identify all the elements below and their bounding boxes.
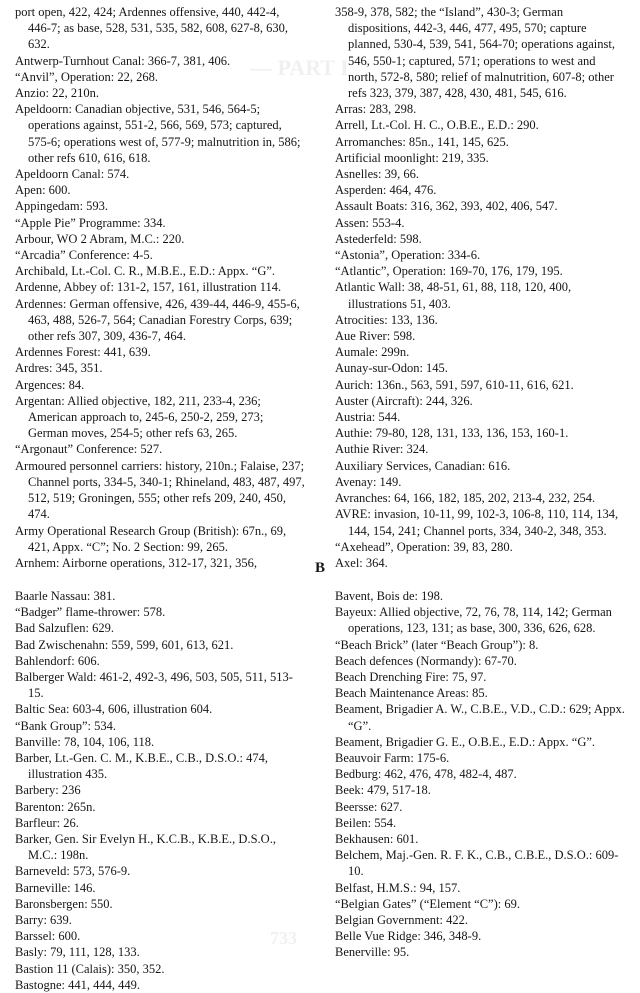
index-entry: “Belgian Gates” (“Element “C”): 69. (335, 896, 520, 911)
index-entry: Bayeux: Allied objective, 72, 76, 78, 114, 142; German operations, 123, 131; as base, 300, 336, 626, 628. (335, 605, 612, 636)
index-entry: Argentan: Allied objective, 182, 211, 233-4, 236; American approach to, 245-6, 250-2, 259, 273; German moves, 254-5; other refs 63, 265. (15, 393, 264, 441)
show-through-title: — PART I (250, 55, 349, 80)
index-entry: Auster (Aircraft): 244, 326. (335, 393, 473, 408)
index-entry: Barber, Lt.-Gen. C. M., K.B.E., C.B., D.S.O.: 474, illustration 435. (15, 751, 268, 782)
index-entry: Belchem, Maj.-Gen. R. F. K., C.B., C.B.E., D.S.O.: 609-10. (335, 848, 619, 879)
index-entry: “Arcadia” Conference: 4-5. (15, 248, 153, 263)
index-entry: Axel: 364. (335, 555, 388, 570)
index-entry: Asnelles: 39, 66. (335, 167, 420, 182)
index-entry: Beament, Brigadier A. W., C.B.E., V.D., C.D.: 629; Appx. “G”. (335, 702, 625, 733)
index-entry: Assen: 553-4. (335, 215, 405, 230)
index-entry: Ardres: 345, 351. (15, 361, 103, 376)
index-entry: Belgian Government: 422. (335, 913, 468, 928)
index-entry: Authie: 79-80, 128, 131, 133, 136, 153, 160-1. (335, 426, 569, 441)
index-entry: Bahlendorf: 606. (15, 653, 100, 668)
index-entry: Armoured personnel carriers: history, 210n.; Falaise, 237; Channel ports, 334-5, 340-1; Rhineland, 483, 487, 497, 512, 519; Groningen, 555; other refs 209, 240, 450, 474. (15, 458, 305, 522)
index-entry: Appingedam: 593. (15, 199, 109, 214)
index-entry: Ardenne, Abbey of: 131-2, 157, 161, illustration 114. (15, 280, 282, 295)
index-entry: Aunay-sur-Odon: 145. (335, 361, 448, 376)
index-entry: Apeldoorn Canal: 574. (15, 167, 130, 182)
index-entry: “Axehead”, Operation: 39, 83, 280. (335, 539, 513, 554)
index-entry: Bastion 11 (Calais): 350, 352. (15, 961, 165, 976)
index-entry: Banville: 78, 104, 106, 118. (15, 734, 155, 749)
index-entry: Barbery: 236 (15, 783, 81, 798)
index-entry: Beach defences (Normandy): 67-70. (335, 653, 517, 668)
index-entry: Auxiliary Services, Canadian: 616. (335, 458, 511, 473)
index-entry: Barneveld: 573, 576-9. (15, 864, 131, 879)
index-entry: Beersse: 627. (335, 799, 403, 814)
index-entry: Belfast, H.M.S.: 94, 157. (335, 880, 461, 895)
index-entry: Apeldoorn: Canadian objective, 531, 546, 564-5; operations against, 551-2, 566, 569, 573; captured, 575-6; operations west of, 577-9; malnutrition in, 586; other refs 610, 616, 618. (15, 102, 301, 165)
index-column-a-right (335, 4, 625, 571)
index-entry: Avranches: 64, 166, 182, 185, 202, 213-4, 232, 254. (335, 491, 596, 506)
index-entry: Anzio: 22, 210n. (15, 86, 100, 101)
index-entry: Bad Zwischenahn: 559, 599, 601, 613, 621. (15, 637, 234, 652)
index-entry: Baronsbergen: 550. (15, 896, 113, 911)
index-entry: Assault Boats: 316, 362, 393, 402, 406, 547. (335, 199, 558, 214)
index-entry: Baltic Sea: 603-4, 606, illustration 604. (15, 702, 213, 717)
index-entry: Archibald, Lt.-Col. C. R., M.B.E., E.D.: Appx. “G”. (15, 264, 276, 279)
index-entry: Austria: 544. (335, 410, 401, 425)
index-entry: “Atlantic”, Operation: 169-70, 176, 179, 195. (335, 264, 563, 279)
index-entry: Balberger Wald: 461-2, 492-3, 496, 503, 505, 511, 513-15. (15, 670, 293, 701)
index-column-a-left (15, 4, 305, 571)
index-entry: Avenay: 149. (335, 474, 402, 489)
index-entry: Artificial moonlight: 219, 335. (335, 150, 489, 165)
index-entry: Benerville: 95. (335, 945, 410, 960)
index-entry: Basly: 79, 111, 128, 133. (15, 945, 140, 960)
section-letter-heading: B (314, 560, 325, 576)
index-entry: Aumale: 299n. (335, 345, 410, 360)
index-entry: Barssel: 600. (15, 929, 81, 944)
index-entry: “Bank Group”: 534. (15, 718, 117, 733)
index-entry: Argences: 84. (15, 377, 85, 392)
index-entry: Belle Vue Ridge: 346, 348-9. (335, 929, 482, 944)
index-entry: Beach Drenching Fire: 75, 97. (335, 670, 487, 685)
index-entry: Beilen: 554. (335, 815, 397, 830)
index-entry: Authie River: 324. (335, 442, 429, 457)
index-entry: Bastogne: 441, 444, 449. (15, 977, 140, 992)
index-entry: “Astonia”, Operation: 334-6. (335, 248, 481, 263)
index-entry: Arnhem: Airborne operations, 312-17, 321, 356, (15, 555, 257, 570)
index-entry: Baarle Nassau: 381. (15, 589, 116, 603)
index-entry: Apen: 600. (15, 183, 71, 198)
index-entry: Astederfeld: 598. (335, 231, 422, 246)
index-column-b-right (335, 588, 625, 961)
index-entry: “Badger” flame-thrower: 578. (15, 605, 166, 620)
index-entry: Antwerp-Turnhout Canal: 366-7, 381, 406. (15, 53, 231, 68)
index-entry: Barker, Gen. Sir Evelyn H., K.C.B., K.B.E., D.S.O., M.C.: 198n. (15, 832, 276, 863)
index-entry: Beek: 479, 517-18. (335, 783, 431, 798)
index-entry: “Anvil”, Operation: 22, 268. (15, 69, 159, 84)
index-entry: Ardennes Forest: 441, 639. (15, 345, 151, 360)
index-entry: port open, 422, 424; Ardennes offensive, 440, 442-4, 446-7; as base, 528, 531, 535, 582, 608, 627-8, 630, 632. (15, 5, 289, 52)
index-entry: Barfleur: 26. (15, 815, 79, 830)
index-column-b-left (15, 588, 305, 993)
index-entry: Arras: 283, 298. (335, 102, 417, 117)
index-entry: Barry: 639. (15, 913, 72, 928)
index-entry: Army Operational Research Group (British): 67n., 69, 421, Appx. “C”; No. 2 Section: 99, 265. (15, 523, 287, 554)
index-entry: Arrell, Lt.-Col. H. C., O.B.E., E.D.: 290. (335, 118, 539, 133)
index-entry: Aurich: 136n., 563, 591, 597, 610-11, 616, 621. (335, 377, 574, 392)
index-entry: Bavent, Bois de: 198. (335, 589, 443, 603)
index-entry: Aue River: 598. (335, 329, 416, 344)
index-entry: Barenton: 265n. (15, 799, 96, 814)
index-entry: AVRE: invasion, 10-11, 99, 102-3, 106-8, 110, 114, 134, 144, 154, 241; Channel ports, 334, 340-2, 348, 353. (335, 507, 619, 538)
index-entry: Bad Salzuflen: 629. (15, 621, 114, 636)
index-entry: 358-9, 378, 582; the “Island”, 430-3; German dispositions, 442-3, 446, 477, 495, 570; capture planned, 530-4, 539, 541, 564-70; operations against, 546, 550-1; captured, 571; operations to west and north, 572-8, 580; relief of malnutrition, 607-8; other refs 323, 379, 387, 428, 430, 481, 545, 616. (335, 5, 615, 101)
index-entry: Bekhausen: 601. (335, 832, 419, 847)
index-entry: Beauvoir Farm: 175-6. (335, 751, 450, 766)
index-entry: Arbour, WO 2 Abram, M.C.: 220. (15, 231, 185, 246)
index-entry: Atrocities: 133, 136. (335, 312, 438, 327)
index-entry: Beach Maintenance Areas: 85. (335, 686, 488, 701)
index-entry: Bedburg: 462, 476, 478, 482-4, 487. (335, 767, 517, 782)
index-entry: Beament, Brigadier G. E., O.B.E., E.D.: Appx. “G”. (335, 734, 596, 749)
index-entry: “Argonaut” Conference: 527. (15, 442, 163, 457)
index-entry: “Apple Pie” Programme: 334. (15, 215, 166, 230)
index-entry: Barneville: 146. (15, 880, 96, 895)
index-entry: Arromanches: 85n., 141, 145, 625. (335, 134, 509, 149)
index-entry: “Beach Brick” (later “Beach Group”): 8. (335, 637, 539, 652)
index-entry: Atlantic Wall: 38, 48-51, 61, 88, 118, 120, 400, illustrations 51, 403. (335, 280, 572, 311)
index-entry: Ardennes: German offensive, 426, 439-44, 446-9, 455-6, 463, 488, 526-7, 564; Canadian Forestry Corps, 639; other refs 307, 309, 436-7, 464. (15, 296, 300, 344)
show-through-page-number: 733 (270, 928, 297, 948)
index-entry: Asperden: 464, 476. (335, 183, 437, 198)
